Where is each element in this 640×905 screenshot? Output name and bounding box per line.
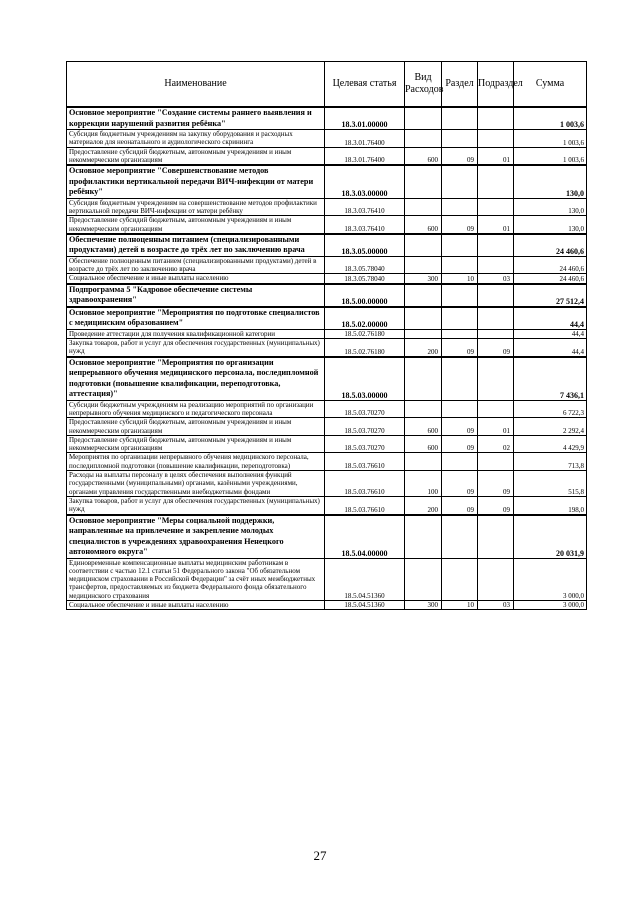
cell-code: 18.3.05.00000 [325, 234, 405, 257]
cell-vid: 300 [405, 601, 442, 610]
cell-name: Единовременные компенсационные выплаты медицинским работникам в соответствии с частью 12.1 статьи 51 Федерального закона "Об обязательном медицинском страховании в Российской Федерации" за счёт иных межбюджетных трансфертов, предоставляемых из бюджета Федерального фонда обязательного медицинского страхования [67, 558, 325, 600]
cell-vid: 600 [405, 418, 442, 436]
cell-sum: 24 460,6 [514, 234, 587, 257]
cell-name: Закупка товаров, работ и услуг для обеспечения государственных (муниципальных) нужд [67, 496, 325, 514]
cell-razdel [442, 284, 478, 307]
cell-vid [405, 198, 442, 216]
header-sum: Сумма [514, 62, 587, 108]
cell-vid [405, 307, 442, 330]
table-row [67, 130, 587, 148]
cell-razdel: 09 [442, 435, 478, 453]
cell-code: 18.5.04.00000 [325, 515, 405, 559]
cell-sum: 6 722,3 [514, 400, 587, 418]
cell-podrazdel [478, 400, 514, 418]
cell-sum: 1 003,6 [514, 107, 587, 130]
cell-name: Субсидии бюджетным учреждениям на реализацию мероприятий по организации непрерывного обучения медицинского и педагогического персонала [67, 400, 325, 418]
cell-vid: 200 [405, 339, 442, 357]
cell-sum: 2 292,4 [514, 418, 587, 436]
table-row [67, 274, 587, 284]
cell-sum: 1 003,6 [514, 147, 587, 165]
cell-razdel [442, 234, 478, 257]
header-razdel: Раздел [442, 62, 478, 108]
cell-podrazdel [478, 357, 514, 401]
cell-podrazdel: 09 [478, 496, 514, 514]
cell-razdel [442, 357, 478, 401]
table-row [67, 496, 587, 514]
cell-name: Основное мероприятие "Мероприятия по организации непрерывного обучения медицинского персонала, последипломной подготовки (повышение квалификации, переподготовка, аттестация)" [67, 357, 325, 401]
cell-podrazdel: 03 [478, 274, 514, 284]
cell-name: Субсидия бюджетным учреждениям на закупку оборудования и расходных материалов для неонатального и аудиологического скрининга [67, 130, 325, 148]
cell-vid [405, 107, 442, 130]
cell-name: Предоставление субсидий бюджетным, автономным учреждениям и иным некоммерческим организациям [67, 147, 325, 165]
cell-vid: 100 [405, 471, 442, 497]
cell-razdel: 09 [442, 496, 478, 514]
section-row [67, 234, 587, 257]
cell-code: 18.5.03.76610 [325, 471, 405, 497]
cell-vid [405, 284, 442, 307]
table-row [67, 418, 587, 436]
cell-vid [405, 515, 442, 559]
cell-razdel [442, 307, 478, 330]
cell-sum: 3 000,0 [514, 558, 587, 600]
header-podrazdel: Подраздел [478, 62, 514, 108]
cell-name: Субсидия бюджетным учреждениям на совершенствование методов профилактики вертикальной передачи ВИЧ-инфекции от матери ребёнку [67, 198, 325, 216]
cell-razdel: 09 [442, 418, 478, 436]
cell-podrazdel: 01 [478, 216, 514, 234]
cell-sum: 1 003,6 [514, 130, 587, 148]
cell-sum: 198,0 [514, 496, 587, 514]
cell-razdel [442, 329, 478, 338]
cell-name: Основное мероприятие "Совершенствование методов профилактики вертикальной передачи ВИЧ-инфекции от матери ребёнку" [67, 165, 325, 198]
cell-code: 18.5.03.70270 [325, 418, 405, 436]
table-row [67, 198, 587, 216]
table-row [67, 216, 587, 234]
cell-code: 18.5.03.70270 [325, 435, 405, 453]
cell-sum: 713,8 [514, 453, 587, 471]
cell-razdel: 09 [442, 339, 478, 357]
cell-name: Предоставление субсидий бюджетным, автономным учреждениям и иным некоммерческим организациям [67, 216, 325, 234]
cell-razdel [442, 198, 478, 216]
cell-code: 18.5.03.00000 [325, 357, 405, 401]
cell-podrazdel [478, 107, 514, 130]
cell-podrazdel: 01 [478, 147, 514, 165]
budget-table [66, 61, 587, 610]
section-row [67, 165, 587, 198]
table-row [67, 435, 587, 453]
cell-name: Основное мероприятие "Меры социальной поддержки, направленные на привлечение и закрепление молодых специалистов в учреждениях здравоохранения Ненецкого автономного округа" [67, 515, 325, 559]
section-row [67, 307, 587, 330]
cell-vid [405, 165, 442, 198]
page-number: 27 [313, 848, 327, 863]
cell-vid [405, 400, 442, 418]
cell-sum: 20 031,9 [514, 515, 587, 559]
header-vid: Вид Расходов [405, 62, 442, 108]
table-row [67, 453, 587, 471]
cell-sum: 44,4 [514, 307, 587, 330]
cell-code: 18.3.01.76400 [325, 147, 405, 165]
table-row [67, 256, 587, 274]
cell-podrazdel [478, 256, 514, 274]
cell-vid [405, 558, 442, 600]
cell-podrazdel [478, 329, 514, 338]
cell-sum: 24 460,6 [514, 256, 587, 274]
cell-razdel [442, 165, 478, 198]
cell-podrazdel: 02 [478, 435, 514, 453]
cell-sum: 515,8 [514, 471, 587, 497]
cell-name: Предоставление субсидий бюджетным, автономным учреждениям и иным некоммерческим организациям [67, 418, 325, 436]
cell-name: Проведение аттестации для получения квалификационной категории [67, 329, 325, 338]
cell-name: Предоставление субсидий бюджетным, автономным учреждениям и иным некоммерческим организациям [67, 435, 325, 453]
cell-name: Обеспечение полноценным питанием (специализированными продуктами) детей в возрасте до трёх лет по заключению врача [67, 234, 325, 257]
cell-vid [405, 130, 442, 148]
section-row [67, 284, 587, 307]
cell-vid: 600 [405, 435, 442, 453]
cell-code: 18.5.02.00000 [325, 307, 405, 330]
cell-sum: 24 460,6 [514, 274, 587, 284]
cell-name: Закупка товаров, работ и услуг для обеспечения государственных (муниципальных) нужд [67, 339, 325, 357]
cell-razdel [442, 515, 478, 559]
budget-table-sheet [66, 61, 586, 610]
cell-code: 18.3.03.76410 [325, 216, 405, 234]
cell-sum: 44,4 [514, 339, 587, 357]
cell-razdel: 09 [442, 216, 478, 234]
cell-vid [405, 329, 442, 338]
cell-sum: 27 512,4 [514, 284, 587, 307]
section-row [67, 515, 587, 559]
cell-code: 18.3.03.76410 [325, 198, 405, 216]
cell-podrazdel [478, 453, 514, 471]
header-code: Целевая статья [325, 62, 405, 108]
cell-podrazdel [478, 130, 514, 148]
cell-razdel [442, 558, 478, 600]
cell-name: Социальное обеспечение и иные выплаты населению [67, 274, 325, 284]
cell-sum: 130,0 [514, 198, 587, 216]
cell-podrazdel [478, 284, 514, 307]
cell-razdel [442, 256, 478, 274]
cell-vid: 300 [405, 274, 442, 284]
table-header-row [67, 62, 587, 108]
cell-podrazdel: 09 [478, 471, 514, 497]
header-name: Наименование [67, 62, 325, 108]
table-row [67, 558, 587, 600]
cell-podrazdel [478, 307, 514, 330]
cell-code: 18.3.01.76400 [325, 130, 405, 148]
table-row [67, 471, 587, 497]
cell-razdel: 09 [442, 147, 478, 165]
cell-code: 18.5.02.76180 [325, 339, 405, 357]
cell-name: Обеспечение полноценным питанием (специализированными продуктами) детей в возрасте до трёх лет по заключению врача [67, 256, 325, 274]
table-row [67, 147, 587, 165]
table-row [67, 339, 587, 357]
cell-code: 18.5.00.00000 [325, 284, 405, 307]
cell-podrazdel [478, 515, 514, 559]
cell-name: Мероприятия по организации непрерывного обучения медицинского персонала, последипломной подготовки (повышение квалификации, переподготовка) [67, 453, 325, 471]
cell-razdel [442, 107, 478, 130]
cell-sum: 44,4 [514, 329, 587, 338]
cell-podrazdel [478, 165, 514, 198]
cell-code: 18.5.03.70270 [325, 400, 405, 418]
cell-razdel: 10 [442, 274, 478, 284]
cell-razdel [442, 130, 478, 148]
cell-podrazdel: 09 [478, 339, 514, 357]
cell-code: 18.3.05.78040 [325, 274, 405, 284]
cell-code: 18.5.03.76610 [325, 453, 405, 471]
cell-sum: 4 429,9 [514, 435, 587, 453]
cell-name: Социальное обеспечение и иные выплаты населению [67, 601, 325, 610]
cell-razdel: 10 [442, 601, 478, 610]
cell-name: Основное мероприятие "Создание системы раннего выявления и коррекции нарушений развития ребёнка" [67, 107, 325, 130]
cell-code: 18.3.01.00000 [325, 107, 405, 130]
section-row [67, 107, 587, 130]
section-row [67, 357, 587, 401]
cell-vid: 600 [405, 216, 442, 234]
cell-podrazdel: 03 [478, 601, 514, 610]
cell-sum: 130,0 [514, 165, 587, 198]
cell-code: 18.3.03.00000 [325, 165, 405, 198]
cell-razdel [442, 400, 478, 418]
cell-vid: 200 [405, 496, 442, 514]
cell-vid [405, 357, 442, 401]
cell-podrazdel: 01 [478, 418, 514, 436]
table-row [67, 601, 587, 610]
cell-podrazdel [478, 234, 514, 257]
cell-code: 18.5.03.76610 [325, 496, 405, 514]
cell-vid [405, 256, 442, 274]
cell-razdel [442, 453, 478, 471]
cell-name: Подпрограмма 5 "Кадровое обеспечение системы здравоохранения" [67, 284, 325, 307]
cell-name: Основное мероприятие "Мероприятия по подготовке специалистов с медицинским образованием" [67, 307, 325, 330]
table-row [67, 329, 587, 338]
table-row [67, 400, 587, 418]
cell-vid [405, 453, 442, 471]
cell-vid [405, 234, 442, 257]
cell-podrazdel [478, 198, 514, 216]
cell-vid: 600 [405, 147, 442, 165]
cell-code: 18.5.04.51360 [325, 601, 405, 610]
cell-code: 18.3.05.78040 [325, 256, 405, 274]
cell-sum: 130,0 [514, 216, 587, 234]
cell-razdel: 09 [442, 471, 478, 497]
cell-sum: 3 000,0 [514, 601, 587, 610]
cell-code: 18.5.04.51360 [325, 558, 405, 600]
cell-code: 18.5.02.76180 [325, 329, 405, 338]
cell-podrazdel [478, 558, 514, 600]
cell-sum: 7 436,1 [514, 357, 587, 401]
cell-name: Расходы на выплаты персоналу в целях обеспечения выполнения функций государственными (муниципальными) органами, казёнными учреждениями, органами управления государственными внебюджетными фондами [67, 471, 325, 497]
